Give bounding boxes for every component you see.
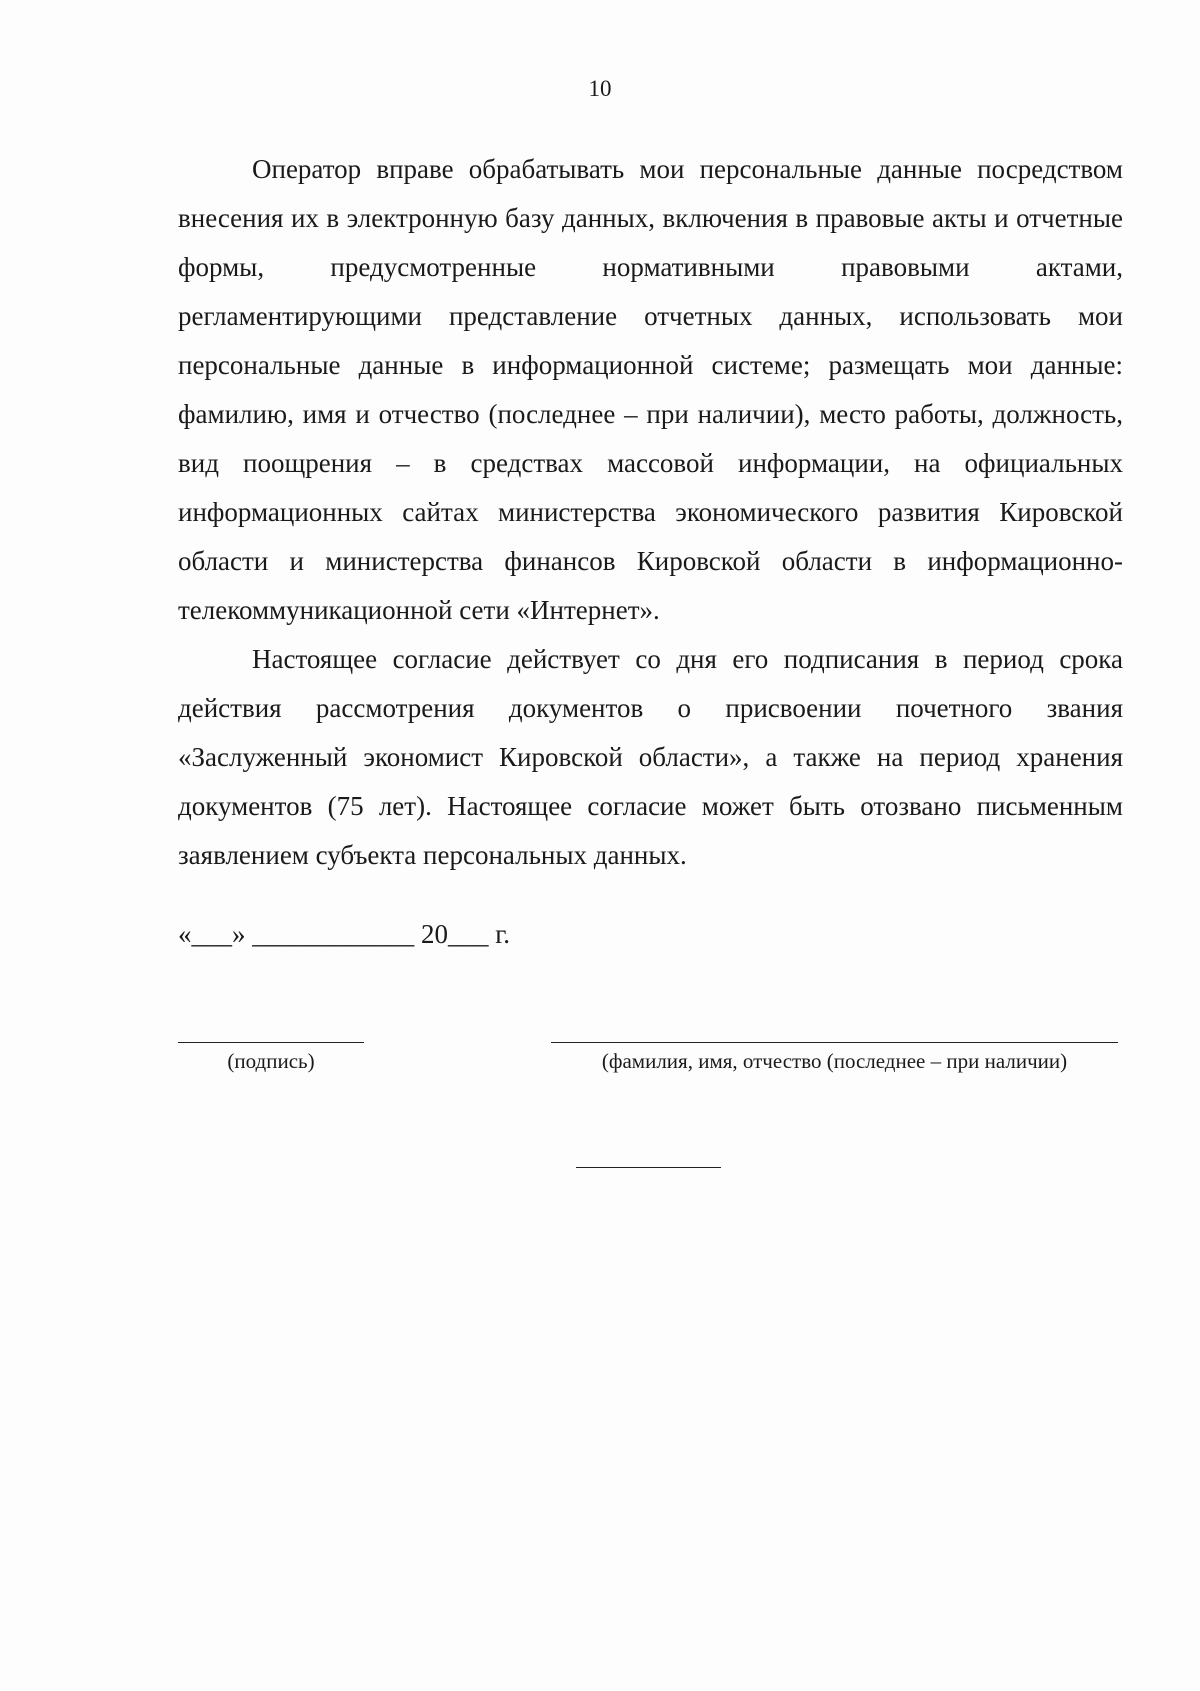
date-line: «___» ____________ 20___ г. [178,919,511,949]
paragraph-text: Настоящее согласие действует со дня его подписания в период срока действия рассмотрения документов о присвоении почетного звания «Заслуженный экономист Кировской области», а также на период хранения документов (75 лет). Настоящее согласие может быть отозвано письменным заявлением субъекта персональных данных. [178,644,1123,870]
signature-block [178,1042,364,1075]
full-name-line [551,1042,1118,1043]
consent-paragraph-processing [178,145,1123,635]
end-of-document-rule [576,1167,721,1168]
full-name-block [551,1042,1118,1075]
full-name-caption: (фамилия, имя, отчество (последнее – при наличии) [601,1049,1068,1073]
consent-paragraph-validity [178,635,1123,880]
paragraph-text: Оператор вправе обрабатывать мои персональные данные посредством внесения их в электронную базу данных, включения в правовые акты и отчетные формы, предусмотренные нормативными правовыми актами, регламентирующими представление отчетных данных, использовать мои персональные данные в информационной системе; размещать мои данные: фамилию, имя и отчество (последнее – при наличии), место работы, должность, вид поощрения – в средствах массовой информации, на официальных информационных сайтах министерства экономического развития Кировской области и министерства финансов Кировской области в информационно-телекоммуникационной сети «Интернет». [178,154,1123,625]
page-number: 10 [588,76,612,101]
signature-line [178,1042,364,1043]
signature-caption: (подпись) [227,1049,315,1073]
